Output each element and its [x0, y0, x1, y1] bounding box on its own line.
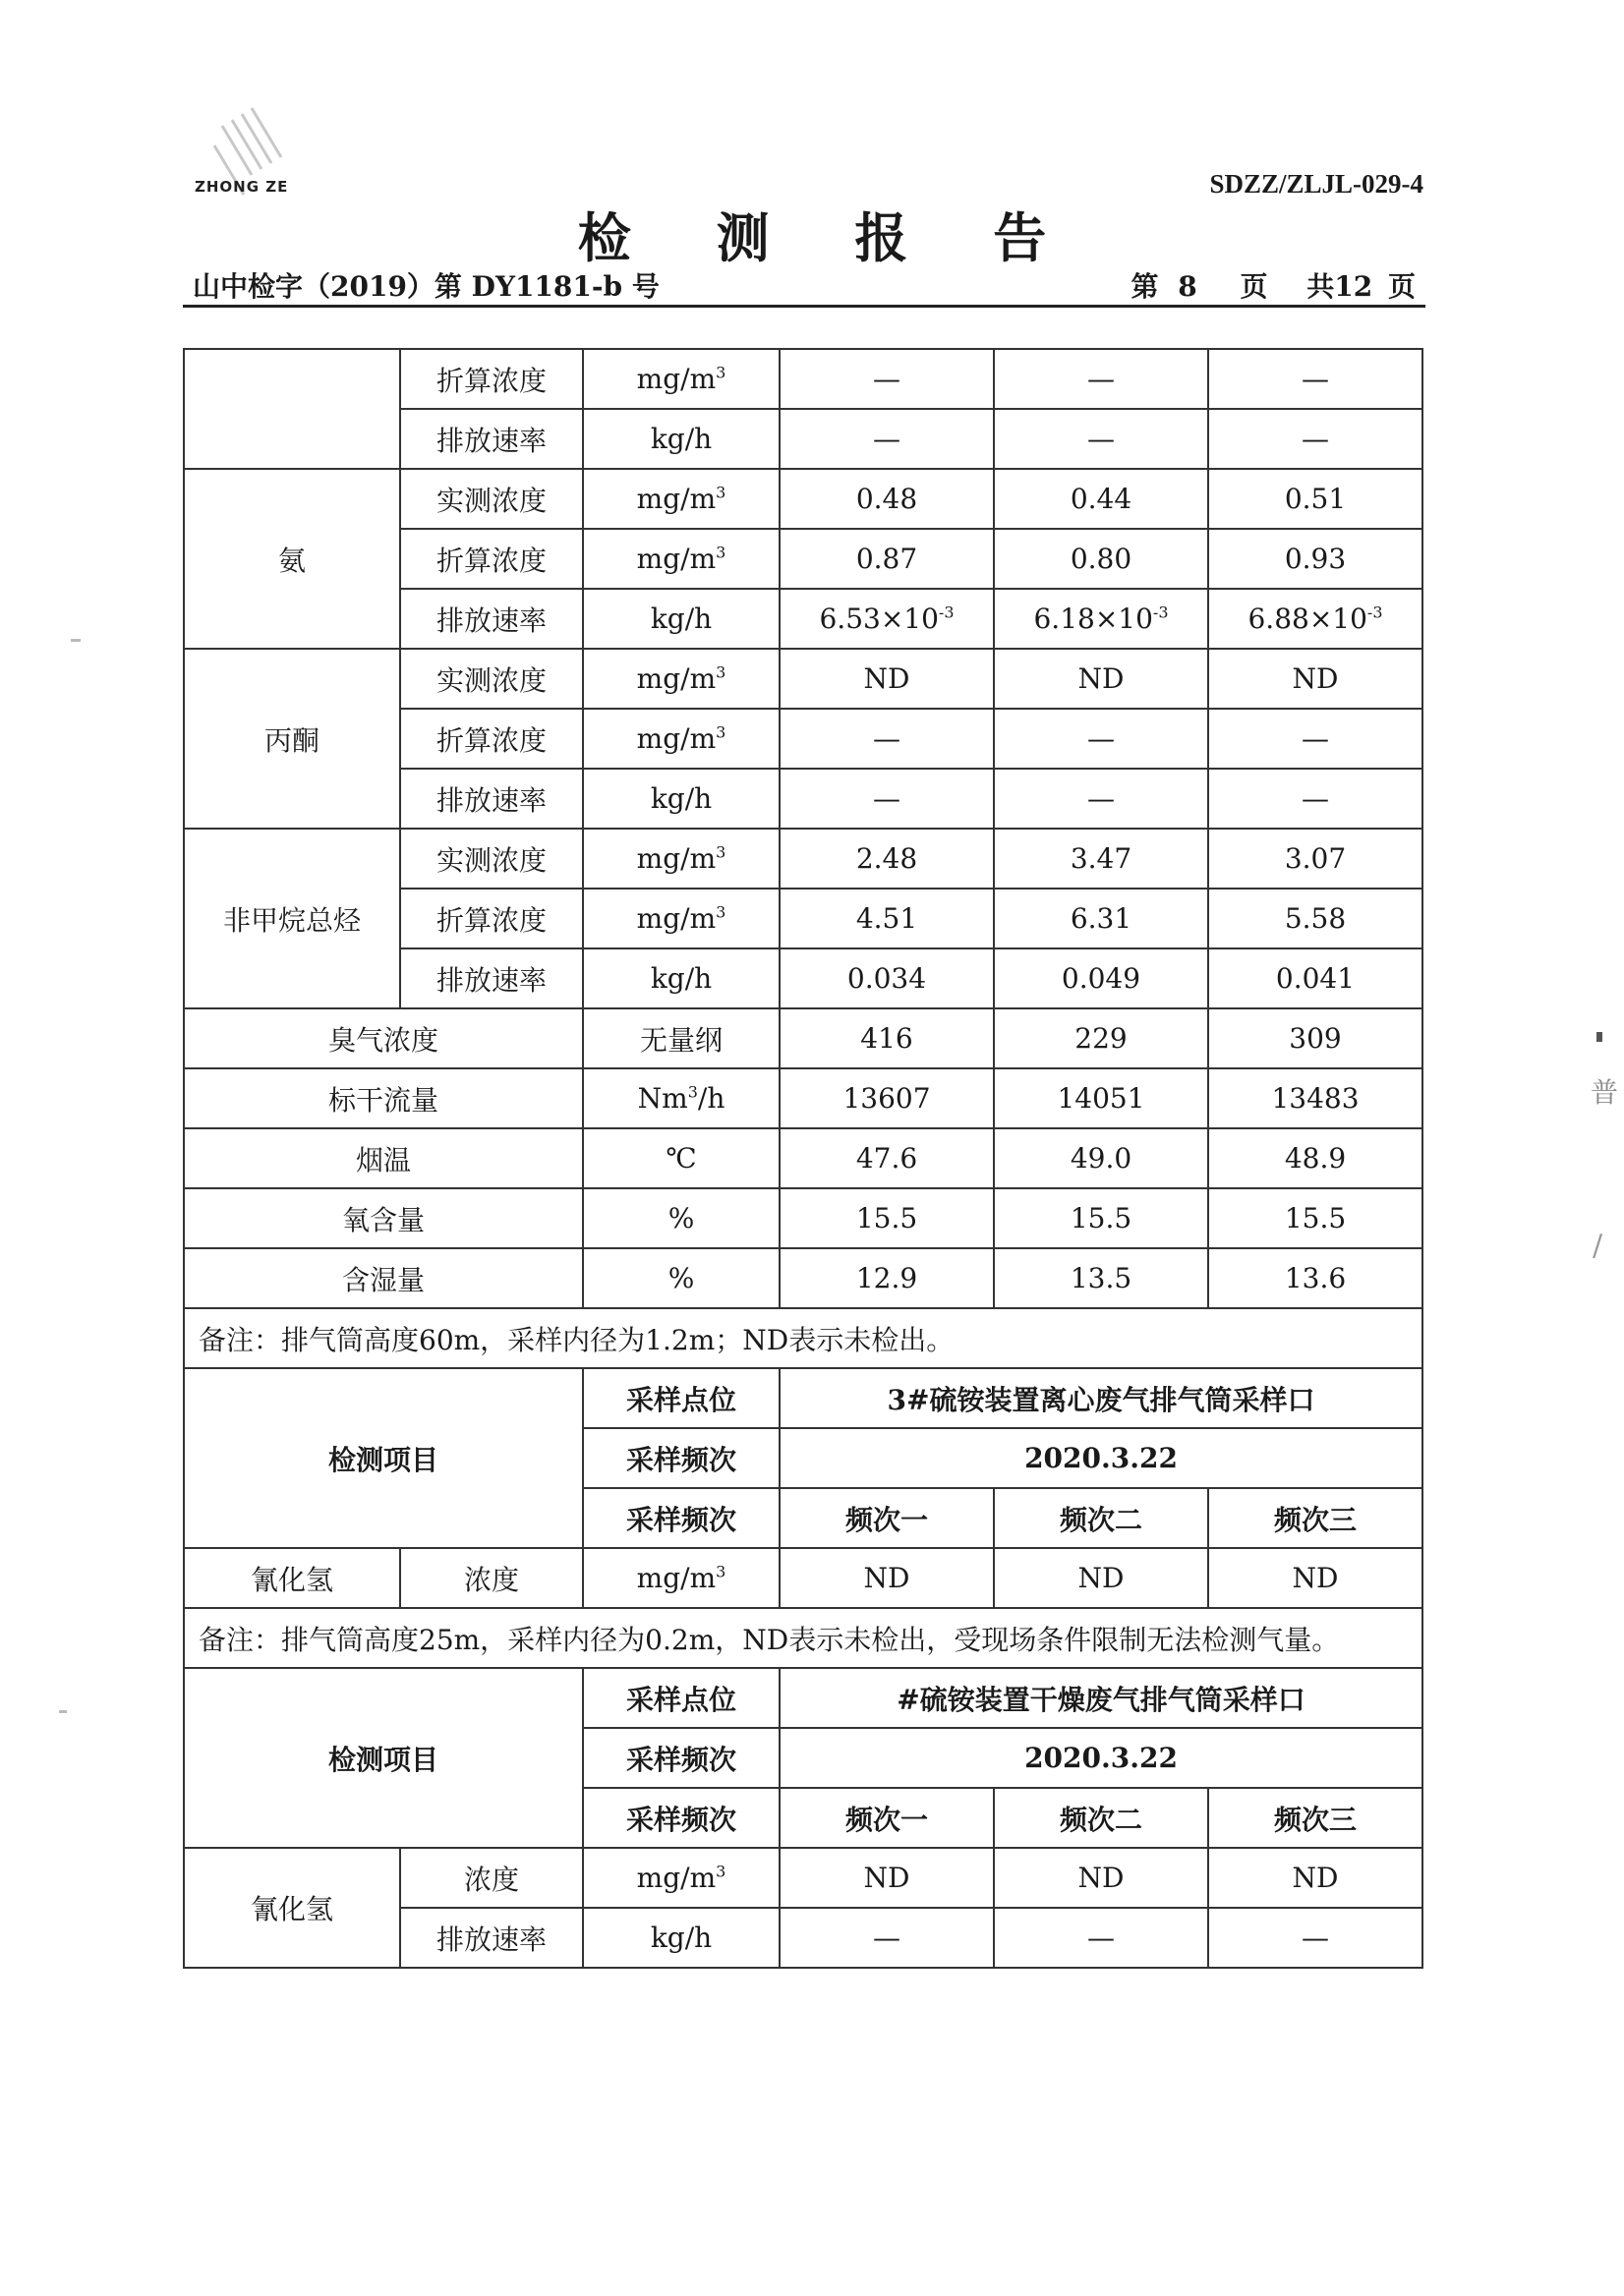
results-table	[183, 348, 1423, 1969]
table-row: 折算浓度 $mg/m^3$ 4.51 6.31 5.58	[184, 889, 1422, 948]
item-name-ammonia: 氨	[184, 469, 400, 649]
item-name-nmhc: 非甲烷总烃	[184, 829, 400, 1008]
table-row: 折算浓度 $mg/m^3$ — — —	[184, 709, 1422, 769]
sampling-point: 3#硫铵装置离心废气排气筒采样口	[780, 1368, 1422, 1428]
item-label: 检测项目	[184, 1668, 583, 1848]
table-note: 备注：排气筒高度60m，采样内径为1.2m；ND表示未检出。	[184, 1308, 1422, 1368]
note-row	[184, 1608, 1422, 1668]
item-label: 检测项目	[184, 1368, 583, 1548]
table-row: 含湿量 % 12.9 13.5 13.6	[184, 1248, 1422, 1308]
table-row: 标干流量 Nm$^3$/h 13607 14051 13483	[184, 1068, 1422, 1128]
report-title: 检 测 报 告	[577, 206, 1080, 269]
table-row: 氧含量 % 15.5 15.5 15.5	[184, 1188, 1422, 1248]
table-row: 采样频次 2020.3.22	[184, 1428, 1422, 1488]
report-number: 山中检字（2019）第 DY1181-b 号	[193, 270, 660, 303]
table-row: 排放速率 kg/h 0.034 0.049 0.041	[184, 948, 1422, 1008]
scan-speck	[59, 1710, 67, 1713]
sampling-date: 2020.3.22	[780, 1428, 1422, 1488]
sampling-date: 2020.3.22	[780, 1728, 1422, 1788]
table-note: 备注：排气筒高度25m，采样内径为0.2m，ND表示未检出，受现场条件限制无法检测气量。	[184, 1608, 1422, 1668]
table-row: 采样频次 2020.3.22	[184, 1728, 1422, 1788]
table-row: 采样频次 频次一 频次二 频次三	[184, 1788, 1422, 1848]
table-row: 排放速率 kg/h — — —	[184, 1908, 1422, 1968]
logo-text: ZHONG ZE	[195, 178, 289, 196]
document-code: SDZZ/ZLJL-029-4	[1209, 169, 1423, 199]
results-table-container	[183, 348, 1421, 1969]
page-indicator: 第 8 页 共12 页	[1131, 270, 1416, 303]
table-row: 氰化氢 浓度 $mg/m^3$ ND ND ND	[184, 1548, 1422, 1608]
table-row: 排放速率 kg/h — — —	[184, 769, 1422, 829]
scan-edge-text: 普	[1591, 1076, 1619, 1109]
header-divider	[183, 305, 1425, 308]
scan-speck	[71, 639, 81, 642]
note-row	[184, 1308, 1422, 1368]
table-row: 臭气浓度 无量纲 416 229 309	[184, 1008, 1422, 1068]
table-row: 非甲烷总烃 实测浓度 $mg/m^3$ 2.48 3.47 3.07	[184, 829, 1422, 889]
item-name-acetone: 丙酮	[184, 649, 400, 829]
table-row: 氰化氢 浓度 $mg/m^3$ ND ND ND	[184, 1848, 1422, 1908]
table-row: 检测项目 采样点位 #硫铵装置干燥废气排气筒采样口	[184, 1668, 1422, 1728]
scan-edge-text-2: /	[1593, 1229, 1603, 1263]
table-row: 氨 实测浓度 $mg/m^3$ 0.48 0.44 0.51	[184, 469, 1422, 529]
table-row: 丙酮 实测浓度 $mg/m^3$ ND ND ND	[184, 649, 1422, 709]
item-name-hcn: 氰化氢	[184, 1548, 400, 1608]
table-row: 烟温 ℃ 47.6 49.0 48.9	[184, 1128, 1422, 1188]
table-row: 折算浓度 $mg/m^3$ 0.87 0.80 0.93	[184, 529, 1422, 589]
item-name-hcn: 氰化氢	[184, 1848, 400, 1968]
table-row: 排放速率 kg/h — — —	[184, 409, 1422, 469]
scan-edge-mark	[1596, 1032, 1602, 1042]
sampling-point: #硫铵装置干燥废气排气筒采样口	[780, 1668, 1422, 1728]
table-row: 采样频次 频次一 频次二 频次三	[184, 1488, 1422, 1548]
table-row: 折算浓度 $mg/m^3$ — — —	[184, 349, 1422, 409]
table-row: 排放速率 kg/h $6.53\times 10^{-3}$ $6.18\times 10^{-3}$ $6.88\times 10^{-3}$	[184, 589, 1422, 649]
item-cell-continued	[184, 349, 400, 469]
table-row: 检测项目 采样点位 3#硫铵装置离心废气排气筒采样口	[184, 1368, 1422, 1428]
